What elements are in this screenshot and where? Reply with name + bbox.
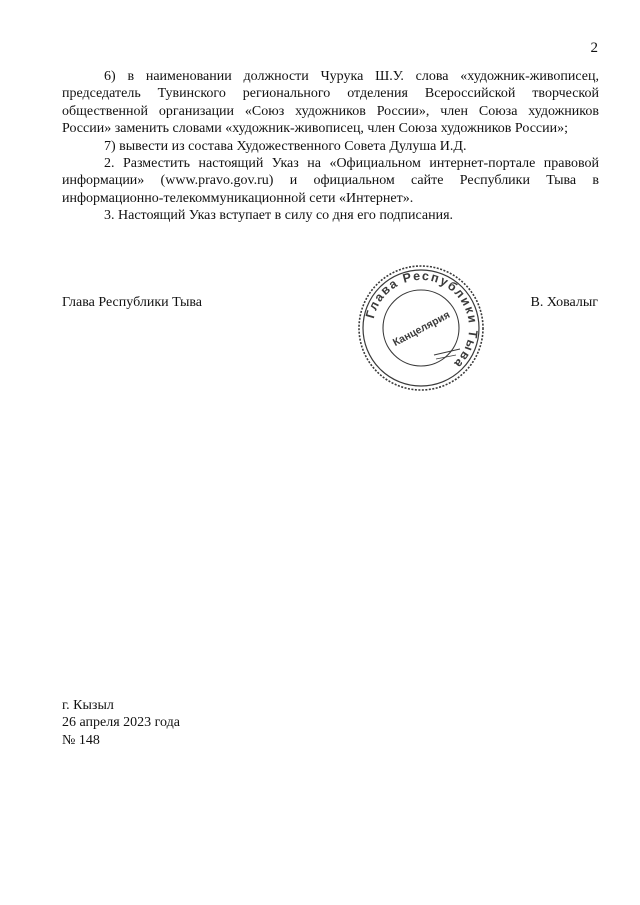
paragraph-item-6: 6) в наименовании должности Чурука Ш.У. слова «художник-живописец, председатель Тувинского регионального отделения Всероссийской творческой общественной организации «Союз художников России», член Союза художников России» заменить словами «художник-живописец, член Союза художников России»; [62, 69, 599, 137]
signatory-name: В. Ховалыг [530, 295, 598, 310]
stamp-center-text: Канцелярия [390, 308, 453, 349]
footer-city: г. Кызыл [62, 698, 114, 713]
official-stamp [356, 263, 486, 393]
footer-date: 26 апреля 2023 года [62, 715, 180, 731]
page-number: 2 [590, 40, 598, 56]
stamp-ring-text: Глава Республики Тыва [363, 268, 481, 372]
paragraph-point-2: 2. Разместить настоящий Указ на «Официальном интернет-портале правовой информации» (www.pravo.gov.ru) и официальном сайте Республики Тыва в информационно-телекоммуникационной сети «Интернет». [62, 156, 599, 206]
paragraph-item-7: 7) вывести из состава Художественного Совета Дулуша И.Д. [104, 138, 467, 154]
footer-number: № 148 [62, 732, 100, 748]
signatory-position: Глава Республики Тыва [62, 295, 203, 310]
document-body [62, 68, 599, 225]
stamp-seal-icon [356, 263, 486, 393]
paragraph-point-3: 3. Настоящий Указ вступает в силу со дня его подписания. [104, 208, 454, 224]
document-footer [62, 697, 180, 749]
